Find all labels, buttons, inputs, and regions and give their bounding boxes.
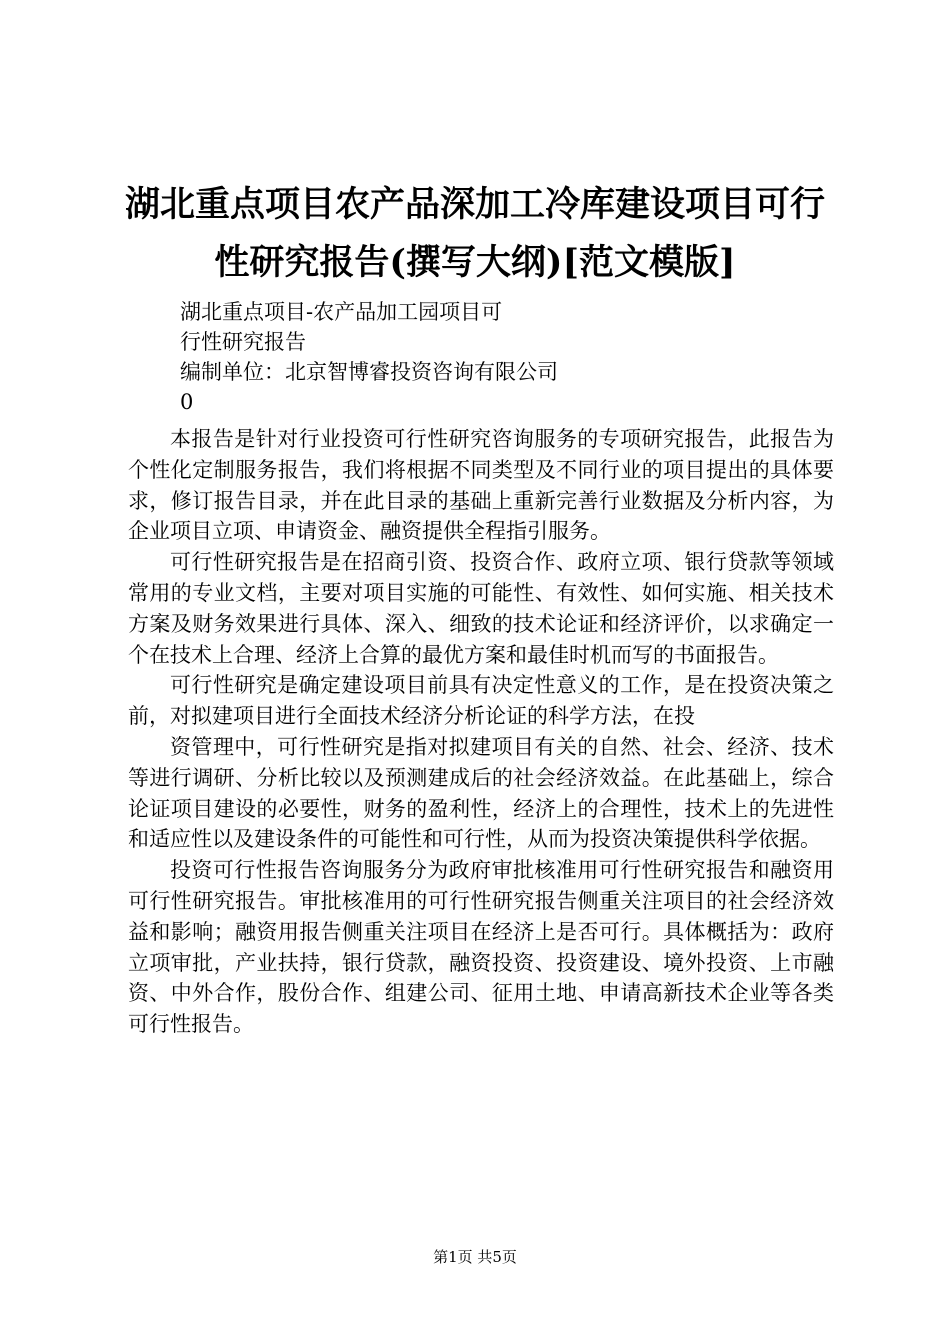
report-name-line-2: 行性研究报告 bbox=[180, 330, 306, 354]
paragraph-4: 资管理中，可行性研究是指对拟建项目有关的自然、社会、经济、技术等进行调研、分析比较以及预测建成后的社会经济效益。在此基础上，综合论证项目建设的必要性，财务的盈利性，经济上的合理性，技术上的先进性和适应性以及建设条件的可能性和可行性，从而为投资决策提供科学依据。 bbox=[128, 734, 834, 852]
title-line-2: 性研究报告(撰写大纲)[范文模版] bbox=[214, 242, 736, 283]
paragraph-2: 可行性研究报告是在招商引资、投资合作、政府立项、银行贷款等领域常用的专业文档，主要对项目实施的可能性、有效性、如何实施、相关技术方案及财务效果进行具体、深入、细致的技术论证和经济评价，以求确定一个在技术上合理、经济上合算的最优方案和最佳时机而写的书面报告。 bbox=[128, 550, 834, 667]
document-title bbox=[100, 176, 850, 292]
paragraph-5: 投资可行性报告咨询服务分为政府审批核准用可行性研究报告和融资用可行性研究报告。审批核准用的可行性研究报告侧重关注项目的社会经济效益和影响；融资用报告侧重关注项目在经济上是否可行。具体概括为：政府立项审批，产业扶持，银行贷款，融资投资、投资建设、境外投资、上市融资、中外合作，股份合作、组建公司、征用土地、申请高新技术企业等各类可行性报告。 bbox=[128, 858, 834, 1037]
page-footer: 第1页 共5页 bbox=[433, 1248, 517, 1266]
document-body bbox=[128, 424, 834, 1040]
compiler-line: 编制单位：北京智博睿投资咨询有限公司 bbox=[180, 360, 558, 384]
title-line-1: 湖北重点项目农产品深加工冷库建设项目可行 bbox=[124, 184, 825, 225]
report-header-block bbox=[180, 297, 860, 417]
paragraph-3: 可行性研究是确定建设项目前具有决定性意义的工作，是在投资决策之前，对拟建项目进行全面技术经济分析论证的科学方法，在投 bbox=[128, 673, 834, 729]
paragraph-1: 本报告是针对行业投资可行性研究咨询服务的专项研究报告，此报告为个性化定制服务报告，我们将根据不同类型及不同行业的项目提出的具体要求，修订报告目录，并在此目录的基础上重新完善行业数据及分析内容，为企业项目立项、申请资金、融资提供全程指引服务。 bbox=[128, 427, 834, 544]
report-name-line-1: 湖北重点项目-农产品加工园项目可 bbox=[180, 300, 503, 324]
number-line: 0 bbox=[180, 390, 194, 414]
